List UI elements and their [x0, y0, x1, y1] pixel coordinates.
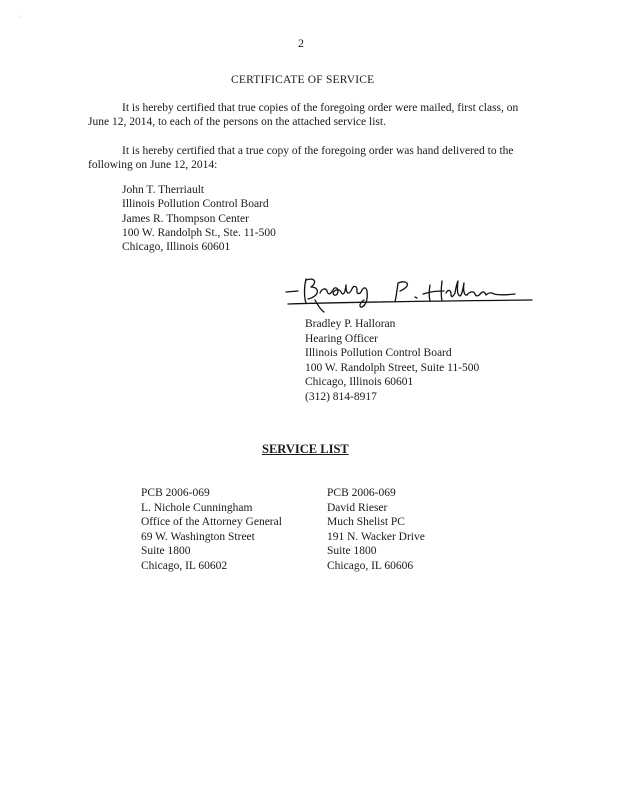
hearing-officer-signature-block — [305, 317, 479, 405]
officer-address-street: 100 W. Randolph Street, Suite 11-500 — [305, 361, 480, 374]
officer-organization: Illinois Pollution Control Board — [305, 347, 452, 360]
recipient-city: Chicago, IL 60602 — [141, 559, 228, 572]
recipient-organization: Much Shelist PC — [327, 516, 405, 529]
address-line: James R. Thompson Center — [122, 212, 249, 225]
recipient-organization: Office of the Attorney General — [141, 516, 282, 529]
recipient-street: 191 N. Wacker Drive — [327, 530, 425, 543]
hand-delivered-paragraph — [88, 144, 528, 172]
officer-title: Hearing Officer — [305, 332, 378, 345]
page-number: 2 — [298, 36, 304, 50]
address-line: Chicago, Illinois 60601 — [122, 241, 231, 254]
handwritten-signature — [282, 273, 537, 313]
case-number: PCB 2006-069 — [327, 487, 396, 499]
recipient-suite: Suite 1800 — [327, 545, 377, 558]
officer-address-city: Chicago, Illinois 60601 — [305, 376, 414, 389]
address-line: Illinois Pollution Control Board — [122, 198, 269, 211]
mailed-paragraph — [88, 101, 528, 129]
service-list-entry — [141, 486, 282, 574]
service-list-entry — [327, 486, 425, 574]
case-number: PCB 2006-069 — [141, 487, 210, 499]
recipient-suite: Suite 1800 — [141, 545, 191, 558]
hand-delivered-paragraph-text: It is hereby certified that a true copy of the foregoing order was hand delivered to the following on June 12, 2014: — [88, 145, 514, 171]
officer-phone: (312) 814-8917 — [305, 390, 377, 403]
recipient-name: L. Nichole Cunningham — [141, 501, 253, 514]
hand-delivery-recipient-address — [122, 183, 276, 254]
service-list-title: SERVICE LIST — [262, 442, 349, 456]
recipient-city: Chicago, IL 60606 — [327, 559, 414, 572]
mailed-paragraph-text: It is hereby certified that true copies of the foregoing order were mailed, first class, on June 12, 2014, to each of the persons on the attached service list. — [88, 102, 519, 128]
address-line: John T. Therriault — [122, 184, 205, 196]
recipient-street: 69 W. Washington Street — [141, 530, 255, 543]
scan-corner-mark: · — [18, 14, 20, 20]
officer-name: Bradley P. Halloran — [305, 318, 396, 330]
address-line: 100 W. Randolph St., Ste. 11-500 — [122, 226, 276, 239]
certificate-title: CERTIFICATE OF SERVICE — [231, 74, 375, 86]
recipient-name: David Rieser — [327, 501, 388, 514]
